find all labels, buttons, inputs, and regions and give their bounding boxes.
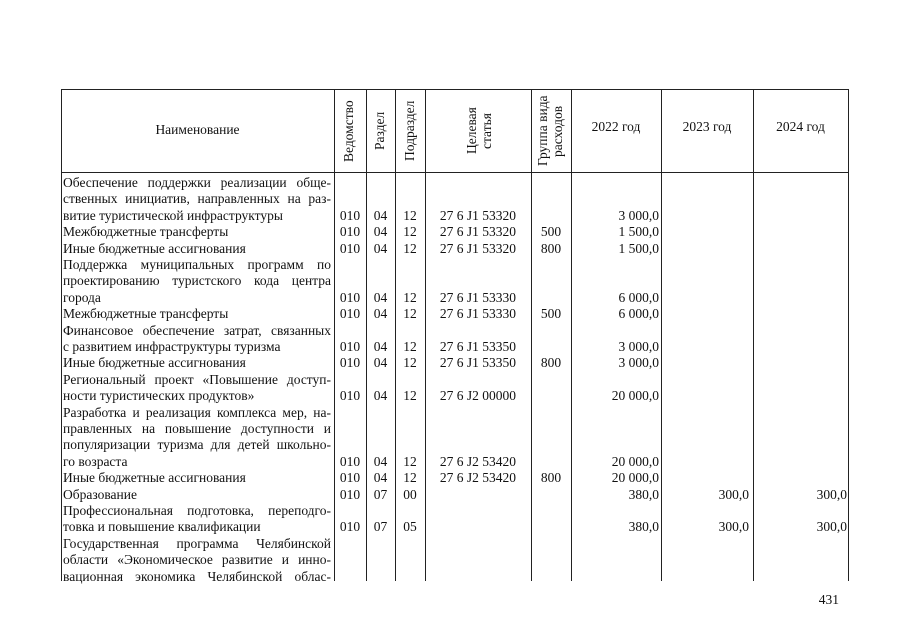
row-podrazdel: 05 <box>403 519 417 535</box>
row-2022: 380,0 <box>628 486 659 502</box>
row-2024: 300,0 <box>816 486 847 502</box>
row-name: правленных на повышение доступности и <box>63 421 331 436</box>
row-celevaya: 27 6 J2 53420 <box>439 453 517 469</box>
row-celevaya: 27 6 J1 53330 <box>439 289 517 305</box>
row-vedomstvo: 010 <box>339 306 361 322</box>
row-name: с развитием инфраструктуры туризма <box>63 339 281 354</box>
row-gruppa: 800 <box>540 470 562 486</box>
row-name: ственных инициатив, направленных на раз- <box>63 191 331 207</box>
row-name: товка и повышение квалификации <box>63 519 261 535</box>
row-podrazdel: 12 <box>403 289 417 305</box>
row-2022: 20 000,0 <box>611 453 659 469</box>
row-razdel: 04 <box>373 289 388 305</box>
row-2022: 20 000,0 <box>611 470 659 486</box>
row-podrazdel: 12 <box>403 470 417 486</box>
col-border <box>425 89 426 581</box>
row-name: ности туристических продуктов» <box>63 388 255 404</box>
row-podrazdel: 00 <box>403 486 417 502</box>
row-celevaya: 27 6 J1 53320 <box>439 207 517 223</box>
row-gruppa: 800 <box>540 355 562 371</box>
header-vedomstvo: Ведомство <box>341 100 356 162</box>
row-vedomstvo: 010 <box>339 355 361 371</box>
row-name: проектированию туристского кода центра <box>63 273 331 289</box>
row-celevaya: 27 6 J1 53320 <box>439 224 517 240</box>
row-razdel: 04 <box>373 470 388 486</box>
row-name: Разработка и реализация комплекса мер, на- <box>63 404 331 420</box>
row-vedomstvo: 010 <box>339 240 361 256</box>
row-podrazdel: 12 <box>403 355 417 371</box>
row-celevaya: 27 6 J1 53350 <box>439 355 517 371</box>
row-vedomstvo: 010 <box>339 470 361 486</box>
row-2022: 3 000,0 <box>618 339 659 354</box>
row-name: Обеспечение поддержки реализации обще- <box>63 175 331 190</box>
row-2022: 3 000,0 <box>618 355 659 371</box>
col-border <box>571 89 572 581</box>
row-name: Образование <box>63 486 137 502</box>
row-vedomstvo: 010 <box>339 519 361 535</box>
row-name: Иные бюджетные ассигнования <box>63 355 246 371</box>
row-name: города <box>63 289 101 305</box>
row-podrazdel: 12 <box>403 224 417 240</box>
header-podrazdel: Подраздел <box>402 100 417 162</box>
row-vedomstvo: 010 <box>339 224 361 240</box>
row-vedomstvo: 010 <box>339 289 361 305</box>
col-border <box>395 89 396 581</box>
row-razdel: 07 <box>373 486 388 502</box>
row-2022: 3 000,0 <box>618 207 659 223</box>
row-name: го возраста <box>63 453 128 469</box>
col-border <box>366 89 367 581</box>
row-name: Региональный проект «Повышение доступ- <box>63 371 331 387</box>
row-razdel: 04 <box>373 240 388 256</box>
row-vedomstvo: 010 <box>339 388 361 404</box>
row-name: Иные бюджетные ассигнования <box>63 240 246 256</box>
row-name: Государственная программа Челябинской <box>63 535 331 551</box>
row-gruppa: 500 <box>540 306 562 322</box>
table-top-border <box>61 89 849 90</box>
row-name: области «Экономическое развитие и инно- <box>63 552 331 568</box>
row-2023: 300,0 <box>718 486 749 502</box>
row-2023: 300,0 <box>718 519 749 535</box>
row-2022: 1 500,0 <box>618 224 659 240</box>
row-name: вационная экономика Челябинской облас- <box>63 568 331 584</box>
row-2022: 6 000,0 <box>618 306 659 322</box>
row-razdel: 04 <box>373 339 388 354</box>
row-razdel: 04 <box>373 388 388 404</box>
row-vedomstvo: 010 <box>339 453 361 469</box>
row-celevaya: 27 6 J1 53320 <box>439 240 517 256</box>
row-razdel: 07 <box>373 519 388 535</box>
col-border <box>61 89 62 581</box>
row-2024: 300,0 <box>816 519 847 535</box>
row-name: витие туристической инфраструктуры <box>63 207 283 223</box>
row-podrazdel: 12 <box>403 306 417 322</box>
row-celevaya: 27 6 J2 53420 <box>439 470 517 486</box>
row-name: Межбюджетные трансферты <box>63 224 229 240</box>
row-razdel: 04 <box>373 207 388 223</box>
row-vedomstvo: 010 <box>339 339 361 354</box>
row-name: Финансовое обеспечение затрат, связанных <box>63 322 331 338</box>
col-border <box>531 89 532 581</box>
row-celevaya: 27 6 J1 53350 <box>439 339 517 354</box>
row-podrazdel: 12 <box>403 240 417 256</box>
header-bottom-border <box>61 172 849 173</box>
header-gruppa: Группа вида расходов <box>535 95 565 167</box>
row-razdel: 04 <box>373 355 388 371</box>
row-name: Поддержка муниципальных программ по <box>63 257 331 272</box>
row-vedomstvo: 010 <box>339 207 361 223</box>
row-celevaya: 27 6 J2 00000 <box>439 388 517 404</box>
row-podrazdel: 12 <box>403 388 417 404</box>
row-gruppa: 500 <box>540 224 562 240</box>
header-2022: 2022 год <box>591 119 641 134</box>
col-border <box>848 89 849 581</box>
row-vedomstvo: 010 <box>339 486 361 502</box>
row-podrazdel: 12 <box>403 453 417 469</box>
row-2022: 20 000,0 <box>611 388 659 404</box>
col-border <box>753 89 754 581</box>
row-podrazdel: 12 <box>403 207 417 223</box>
row-podrazdel: 12 <box>403 339 417 354</box>
row-razdel: 04 <box>373 306 388 322</box>
row-name: Иные бюджетные ассигнования <box>63 470 246 486</box>
header-celevaya: Целевая статья <box>464 107 494 155</box>
row-name: популяризации туризма для детей школьно- <box>63 437 331 453</box>
budget-table <box>61 89 849 584</box>
row-name: Профессиональная подготовка, переподго- <box>63 503 331 518</box>
row-2022: 380,0 <box>628 519 659 535</box>
row-2022: 1 500,0 <box>618 240 659 256</box>
header-razdel: Раздел <box>372 111 387 151</box>
header-name: Наименование <box>155 122 240 137</box>
row-razdel: 04 <box>373 453 388 469</box>
row-gruppa: 800 <box>540 240 562 256</box>
row-2022: 6 000,0 <box>618 289 659 305</box>
row-razdel: 04 <box>373 224 388 240</box>
col-border <box>661 89 662 581</box>
header-2024: 2024 год <box>776 119 825 134</box>
row-name: Межбюджетные трансферты <box>63 306 229 322</box>
col-border <box>334 89 335 581</box>
header-2023: 2023 год <box>682 119 732 134</box>
row-celevaya: 27 6 J1 53330 <box>439 306 517 322</box>
page-number: 431 <box>818 592 839 607</box>
